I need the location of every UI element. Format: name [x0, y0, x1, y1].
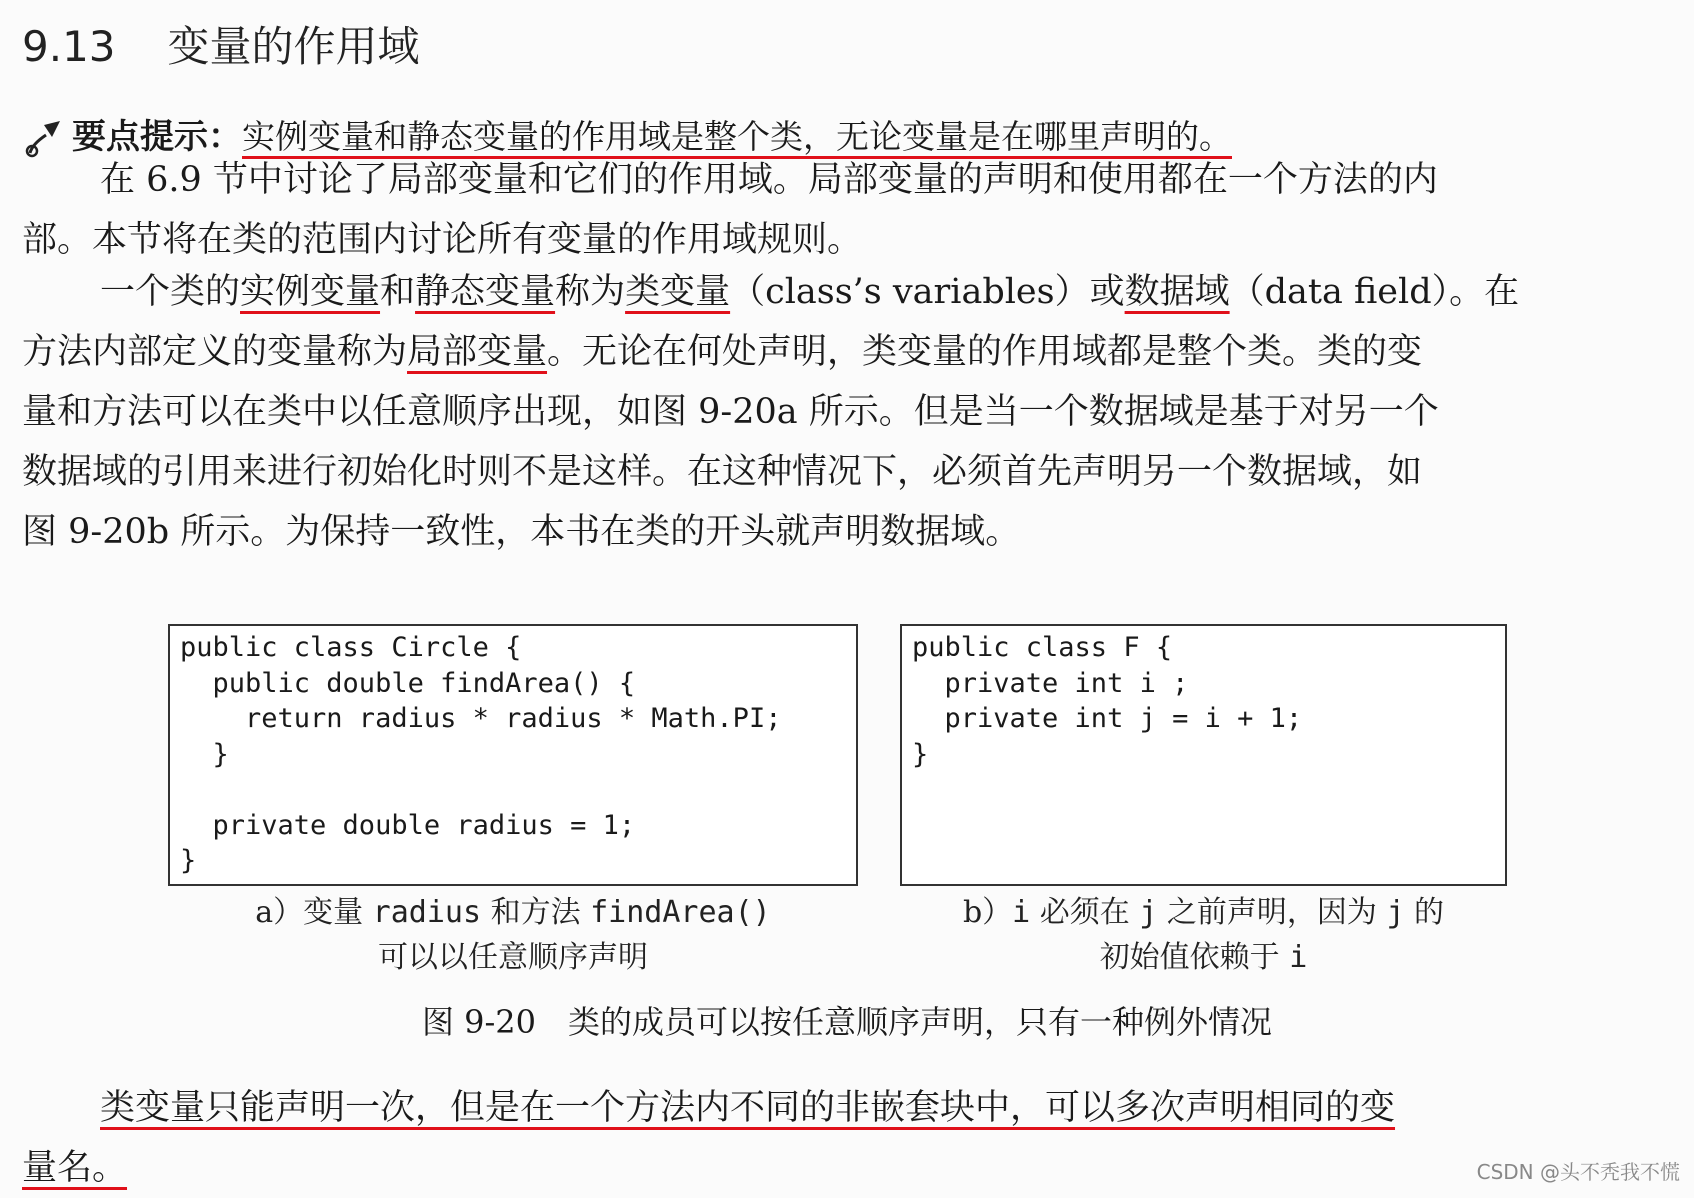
term-data-field: 数据域 — [1124, 272, 1230, 312]
code-term: radius — [372, 895, 482, 930]
code-listing-circle: public class Circle { public double findArea() { return radius * radius * Math.PI; } private double radius = 1; } — [168, 624, 858, 886]
section-title: 变量的作用域 — [167, 22, 420, 71]
caption-figure-b — [900, 890, 1507, 980]
paragraph-class-variables — [22, 262, 1652, 562]
tip-text: 实例变量和静态变量的作用域是整个类，无论变量是在哪里声明的。 — [242, 117, 1232, 156]
term-static-variable: 静态变量 — [415, 272, 556, 312]
para1-line1: 在 6.9 节中讨论了局部变量和它们的作用域。局部变量的声明和使用都在一个方法的内 — [100, 160, 1438, 200]
para2-line3: 量和方法可以在类中以任意顺序出现，如图 9-20a 所示。但是当一个数据域是基于对另一个 — [22, 392, 1439, 432]
code-term: i — [1012, 895, 1031, 930]
text-fragment: （class’s variables）或 — [730, 272, 1125, 312]
code-term: j — [1139, 895, 1158, 930]
code-term: findArea() — [590, 895, 771, 930]
para2-line5: 图 9-20b 所示。为保持一致性，本书在类的开头就声明数据域。 — [22, 512, 1021, 552]
paragraph-redeclare-rule — [22, 1078, 1652, 1198]
code-term: j — [1386, 895, 1405, 930]
text-fragment: b） — [962, 895, 1013, 930]
text-fragment: 必须在 — [1030, 895, 1140, 930]
para3-line2: 量名。 — [22, 1148, 128, 1188]
watermark: CSDN @头不秃我不慌 — [1476, 1160, 1680, 1184]
figure-caption: 图 9-20 类的成员可以按任意顺序声明，只有一种例外情况 — [421, 1003, 1273, 1041]
caption-a-line2: 可以以任意顺序声明 — [378, 940, 648, 975]
para1-line2: 部。本节将在类的范围内讨论所有变量的作用域规则。 — [22, 220, 863, 260]
text-fragment: 和 — [380, 272, 416, 312]
code-listing-class-f: public class F { private int i ; private int j = i + 1; } — [900, 624, 1507, 886]
text-fragment: 一个类的 — [100, 272, 241, 312]
paragraph-scope-intro — [22, 150, 1652, 270]
tip-label: 要点提示： — [72, 117, 242, 157]
section-heading — [22, 14, 420, 74]
text-fragment: （data field）。在 — [1229, 272, 1520, 312]
code-term: i — [1289, 940, 1308, 975]
text-fragment: 之前声明，因为 — [1157, 895, 1387, 930]
term-class-variable: 类变量 — [625, 272, 731, 312]
term-local-variable: 局部变量 — [407, 332, 548, 372]
text-fragment: 。无论在何处声明，类变量的作用域都是整个类。类的变 — [547, 332, 1423, 372]
text-fragment: 称为 — [555, 272, 626, 312]
text-fragment: 初始值依赖于 — [1099, 940, 1290, 975]
text-fragment: 和方法 — [481, 895, 591, 930]
text-fragment: a）变量 — [255, 895, 373, 930]
term-instance-variable: 实例变量 — [240, 272, 381, 312]
para3-line1: 类变量只能声明一次，但是在一个方法内不同的非嵌套块中，可以多次声明相同的变 — [100, 1088, 1396, 1128]
section-number: 9.13 — [22, 22, 116, 71]
caption-figure-a — [168, 890, 858, 980]
text-fragment: 的 — [1404, 895, 1445, 930]
text-fragment: 方法内部定义的变量称为 — [22, 332, 408, 372]
para2-line4: 数据域的引用来进行初始化时则不是这样。在这种情况下，必须首先声明另一个数据域，如 — [22, 452, 1423, 492]
